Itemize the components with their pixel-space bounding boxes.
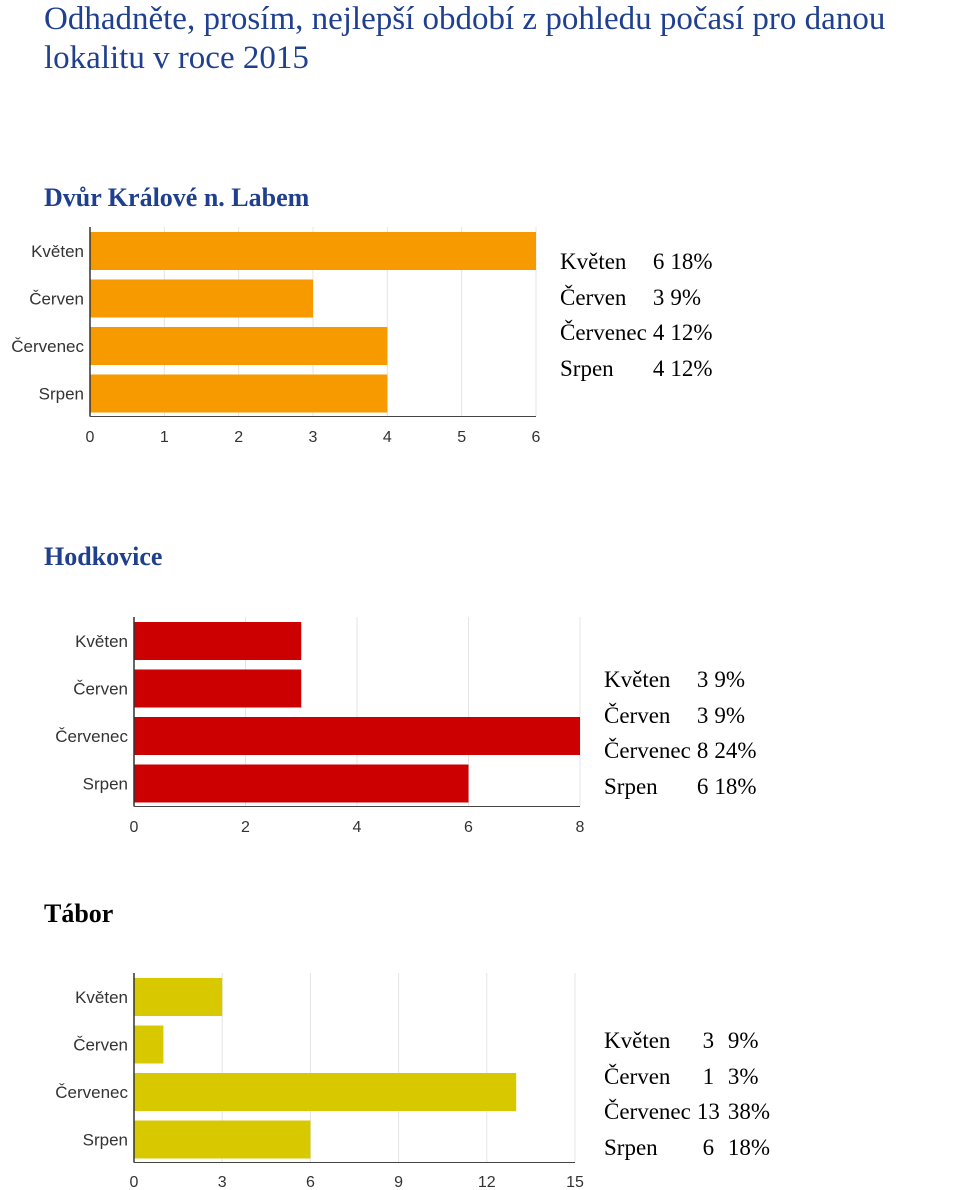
stats-percent: 38% [727,1099,771,1124]
tick-label: 0 [85,429,95,446]
tick-label: 1 [159,429,169,446]
category-label: Červenec [55,727,128,746]
stats-label: Červenec [604,1099,691,1124]
stats-percent: 9% [727,1028,759,1053]
stats-percent: 9% [714,702,746,728]
stats-label: Červenec [560,320,647,345]
stats-label: Srpen [604,1134,658,1160]
category-label: Květen [75,632,128,651]
stats-percent: 12% [670,320,713,345]
stats-count: 3 [652,284,665,310]
stats-label: Červenec [604,738,691,763]
stats-count: 13 [696,1099,720,1124]
tick-label: 3 [308,429,318,446]
stats-label: Srpen [604,773,658,799]
tick-label: 2 [241,819,250,836]
stats-label: Červen [604,702,671,728]
stats-percent: 3% [727,1063,759,1089]
tick-label: 0 [129,1174,139,1190]
category-label: Červen [73,1035,128,1055]
category-label: Červenec [11,337,84,356]
bar-cervenec [134,1073,516,1111]
stats-label: Červen [560,284,627,310]
tick-label: 6 [464,819,473,836]
category-label: Červenec [55,1083,128,1102]
stats-count: 6 [652,249,665,274]
category-label: Srpen [82,774,128,794]
stats-count: 6 [702,1134,715,1160]
category-label: Červen [73,679,128,699]
stats-count: 3 [702,1028,715,1053]
stats-row [604,1094,770,1130]
tick-label: 9 [394,1174,404,1190]
stats-count: 4 [652,355,665,381]
tick-label: 3 [217,1174,227,1190]
stats-label: Srpen [560,355,614,381]
stats-count: 6 [696,773,709,799]
stats-percent: 24% [714,738,757,763]
tick-label: 2 [234,429,244,446]
category-label: Červen [29,289,84,309]
bar-cerven [134,1026,163,1064]
section-title-tabor: Tábor [44,899,114,928]
tick-label: 8 [575,819,585,836]
tick-label: 4 [382,429,392,446]
tick-label: 5 [457,429,467,446]
stats-row [604,1023,770,1059]
stats-row [604,1059,770,1095]
stats-count: 3 [696,702,709,728]
stats-percent: 18% [727,1134,771,1160]
category-label: Květen [75,988,128,1007]
tick-label: 4 [352,819,362,836]
category-label: Srpen [82,1130,128,1150]
tick-label: 15 [566,1174,584,1190]
tick-label: 6 [305,1174,315,1190]
stats-percent: 18% [670,249,713,274]
stats-table-tabor [604,1023,770,1165]
stats-count: 4 [652,320,665,345]
stats-percent: 9% [670,284,702,310]
stats-label: Květen [604,1028,671,1053]
category-label: Srpen [38,384,84,404]
bar-srpen [134,1121,310,1159]
stats-percent: 12% [670,355,713,381]
stats-count: 3 [696,667,709,692]
page-title: Odhadněte, prosím, nejlepší období z pohledu počasí pro danou lokalitu v roce 2015 [44,1,886,76]
stats-label: Květen [560,249,627,274]
section-title-dvur-kralove: Dvůr Králové n. Labem [44,183,310,212]
stats-count: 1 [702,1063,715,1089]
bar-kveten [134,978,222,1016]
stats-row [604,1130,770,1166]
category-label: Květen [31,242,84,261]
stats-label: Květen [604,667,671,692]
stats-label: Červen [604,1063,671,1089]
stats-percent: 9% [714,667,746,692]
tick-label: 0 [129,819,139,836]
section-title-hodkovice: Hodkovice [44,542,163,571]
tick-label: 6 [531,429,541,446]
stats-percent: 18% [714,773,757,799]
tick-label: 12 [477,1174,496,1190]
stats-count: 8 [696,738,709,763]
